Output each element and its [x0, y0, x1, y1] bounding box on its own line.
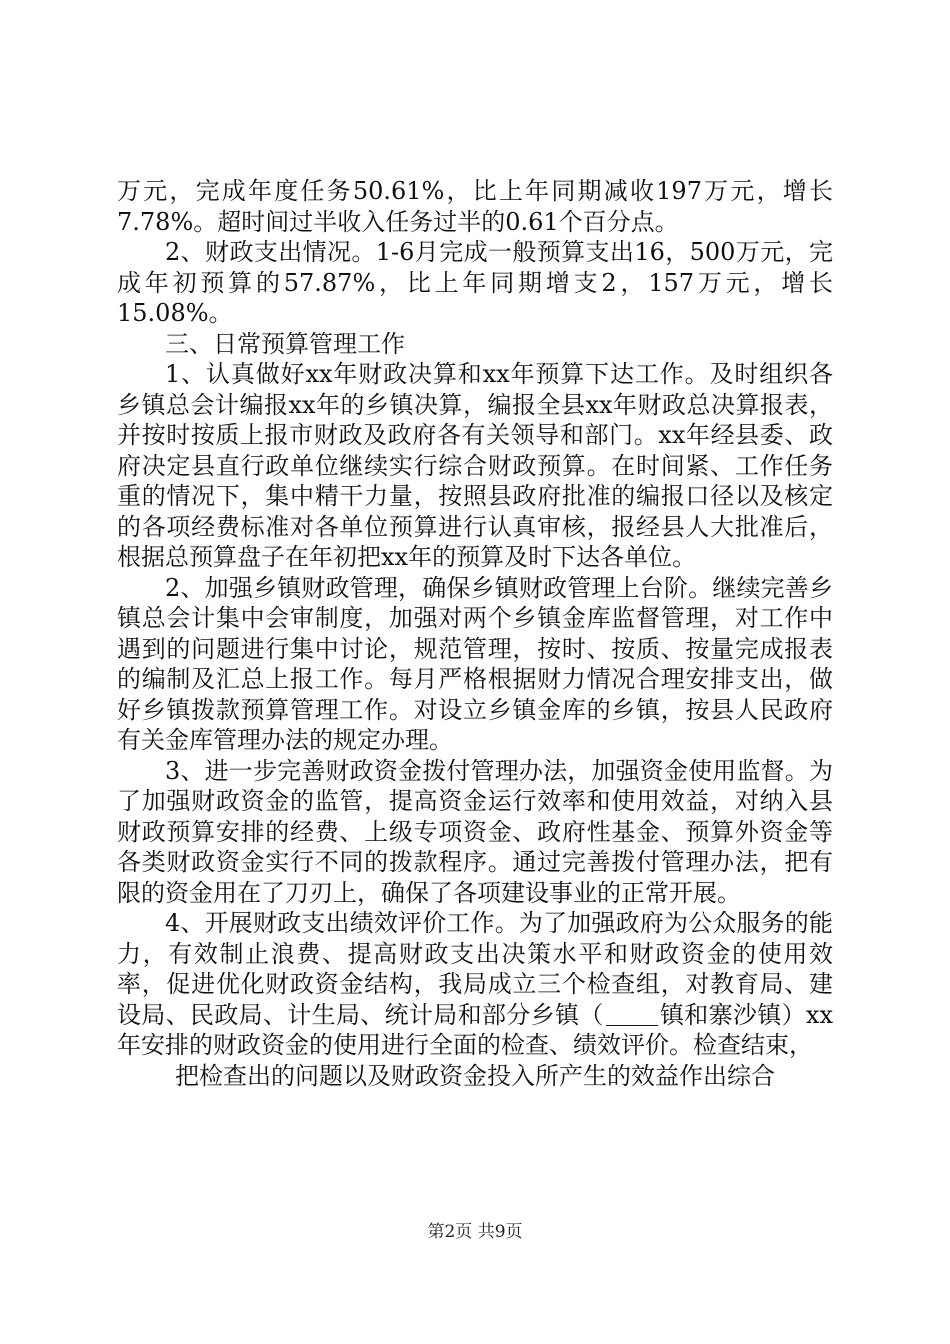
paragraph-expenditure: 2、财政支出情况。1-6月完成一般预算支出16，500万元，完成年初预算的57.87%，比上年同期增支2，157万元，增长15.08%。: [117, 238, 833, 327]
paragraph-township-finance: 2、加强乡镇财政管理，确保乡镇财政管理上台阶。继续完善乡镇总会计集中会审制度，加强对两个乡镇金库监督管理，对工作中遇到的问题进行集中讨论，规范管理，按时、按质、按量完成报表的编制及汇总上报工作。每月严格根据财力情况合理安排支出，做好乡镇拨款预算管理工作。对设立乡镇金库的乡镇，按县人民政府有关金库管理办法的规定办理。: [117, 573, 833, 754]
fill-in-blank: [606, 1005, 658, 1026]
paragraph-revenue-continuation: 万元，完成年度任务50.61%，比上年同期减收197万元，增长7.78%。超时间过半收入任务过半的0.61个百分点。: [117, 177, 833, 236]
performance-text-after-blank: 镇和寨沙镇）xx年安排的财政资金的使用进行全面的检查、绩效评价。检查结束，: [117, 1000, 833, 1059]
paragraph-final-accounts: 1、认真做好xx年财政决算和xx年预算下达工作。及时组织各乡镇总会计编报xx年的乡镇决算，编报全县xx年财政总决算报表，并按时按质上报市财政及政府各有关领导和部门。xx年经县委、政府决定县直行政单位继续实行综合财政预算。在时间紧、工作任务重的情况下，集中精干力量，按照县政府批准的编报口径以及核定的各项经费标准对各单位预算进行认真审核，报经县人大批准后，根据总预算盘子在年初把xx年的预算及时下达各单位。: [117, 360, 833, 571]
page-number-footer: 第2页 共9页: [427, 1222, 523, 1242]
document-body: [117, 176, 833, 1091]
section-heading-budget-management: 三、日常预算管理工作: [165, 329, 405, 358]
paragraph-evaluation-summary: 把检查出的问题以及财政资金投入所产生的效益作出综合: [175, 1061, 775, 1090]
paragraph-fund-allocation: 3、进一步完善财政资金拨付管理办法，加强资金使用监督。为了加强财政资金的监管，提高资金运行效率和使用效益，对纳入县财政预算安排的经费、上级专项资金、政府性基金、预算外资金等各类财政资金实行不同的拨款程序。通过完善拨付管理办法，把有限的资金用在了刀刃上，确保了各项建设事业的正常开展。: [117, 756, 833, 907]
performance-text-before-blank: 4、开展财政支出绩效评价工作。为了加强政府为公众服务的能力，有效制止浪费、提高财政支出决策水平和财政资金的使用效率，促进优化财政资金结构，我局成立三个检查组，对教育局、建设局、民政局、计生局、统计局和部分乡镇（: [117, 909, 833, 1029]
paragraph-performance-evaluation: [117, 908, 833, 1061]
